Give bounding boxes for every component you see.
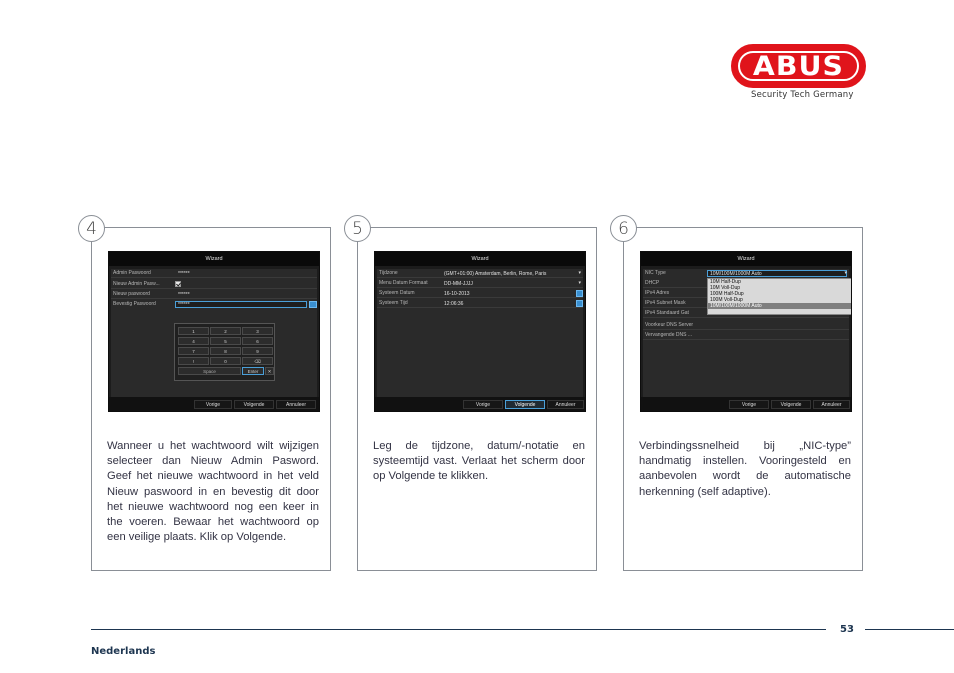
nic-type-select[interactable]: 10M/100M/1000M Auto bbox=[707, 270, 847, 277]
row-label: IPv4 Adres bbox=[645, 290, 670, 296]
dvr-screenshot-network bbox=[640, 251, 852, 412]
dropdown-option-selected[interactable]: 10M/100M/1000M Auto bbox=[708, 303, 851, 309]
dropdown-arrow-icon: ▾ bbox=[578, 280, 581, 286]
dropdown-option[interactable]: 100M Voll-Dup bbox=[710, 297, 743, 303]
row-new-password bbox=[111, 290, 317, 299]
step-description: Leg de tijdzone, datum/-notatie en systeemtijd vast. Verlaat het scherm door op Volgende te klikken. bbox=[373, 440, 585, 483]
key-close-icon[interactable]: ✕ bbox=[265, 367, 274, 375]
row-label: Bevestig Paswoord bbox=[113, 301, 156, 307]
row-admin-password bbox=[111, 269, 317, 278]
key-1[interactable]: 1 bbox=[178, 327, 209, 335]
cancel-button[interactable]: Annuleer bbox=[276, 400, 316, 409]
dropdown-option[interactable]: 10M Half-Dup bbox=[710, 279, 741, 285]
wizard-body bbox=[111, 269, 317, 397]
prev-button[interactable]: Vorige bbox=[729, 400, 769, 409]
key-3[interactable]: 3 bbox=[242, 327, 273, 335]
prev-button[interactable]: Vorige bbox=[463, 400, 503, 409]
step-description: Verbindingssnelheid bij „NIC-type” handmatig instellen. Vooringesteld en aanbevolen wordt de automatische herkenning (self adaptive). bbox=[639, 440, 851, 498]
confirm-password-field[interactable]: ****** bbox=[175, 301, 307, 308]
row-alternate-dns bbox=[643, 331, 849, 340]
wizard-title: Wizard bbox=[375, 252, 585, 266]
date-format-select[interactable]: DD-MM-JJJJ bbox=[444, 281, 473, 287]
dvr-screenshot-password bbox=[108, 251, 320, 412]
row-new-admin-password bbox=[111, 280, 317, 289]
logo-oval bbox=[731, 44, 866, 88]
wizard-footer bbox=[375, 397, 585, 411]
logo-wordmark: ABUS bbox=[752, 50, 845, 82]
logo-tagline: Security Tech Germany bbox=[751, 90, 854, 100]
row-label: IPv4 Subnet Mask bbox=[645, 300, 686, 306]
key-7[interactable]: 7 bbox=[178, 347, 209, 355]
nic-type-dropdown-list bbox=[707, 278, 852, 315]
row-label: NIC Type bbox=[645, 270, 666, 276]
checkbox-checked-icon[interactable] bbox=[175, 281, 181, 287]
wizard-body bbox=[377, 269, 583, 397]
dropdown-arrow-icon: ▾ bbox=[844, 270, 847, 276]
row-label: Voorkeur DNS Server bbox=[645, 322, 694, 328]
key-9[interactable]: 9 bbox=[242, 347, 273, 355]
row-system-time bbox=[377, 299, 583, 308]
step-card-4 bbox=[86, 218, 331, 571]
key-symbol[interactable]: ! bbox=[178, 357, 209, 365]
abus-logo bbox=[731, 44, 866, 102]
row-label: Admin Paswoord bbox=[113, 270, 151, 276]
row-confirm-password bbox=[111, 300, 317, 309]
row-preferred-dns bbox=[643, 321, 849, 330]
clock-icon[interactable] bbox=[576, 300, 583, 307]
next-button[interactable]: Volgende bbox=[505, 400, 545, 409]
dropdown-option[interactable]: 100M Half-Dup bbox=[710, 291, 744, 297]
footer-rule-right bbox=[865, 629, 954, 630]
wizard-title: Wizard bbox=[641, 252, 851, 266]
row-nic-type bbox=[643, 269, 849, 278]
key-enter[interactable]: Enter bbox=[242, 367, 264, 375]
cancel-button[interactable]: Annuleer bbox=[813, 400, 850, 409]
language-label: Nederlands bbox=[91, 646, 156, 657]
wizard-body bbox=[643, 269, 849, 397]
next-button[interactable]: Volgende bbox=[771, 400, 811, 409]
page-number: 53 bbox=[840, 624, 854, 635]
key-8[interactable]: 8 bbox=[210, 347, 241, 355]
wizard-footer bbox=[641, 397, 851, 411]
dvr-screenshot-time bbox=[374, 251, 586, 412]
step-card-5 bbox=[352, 218, 597, 571]
key-4[interactable]: 4 bbox=[178, 337, 209, 345]
dropdown-option[interactable]: 10M Voll-Dup bbox=[710, 285, 741, 291]
row-label: Systeem Datum bbox=[379, 290, 415, 296]
calendar-icon[interactable] bbox=[576, 290, 583, 297]
row-timezone bbox=[377, 269, 583, 278]
keyboard-icon[interactable] bbox=[309, 301, 317, 308]
row-date-format bbox=[377, 279, 583, 288]
next-button[interactable]: Volgende bbox=[234, 400, 274, 409]
step-number: 4 bbox=[78, 215, 105, 242]
cancel-button[interactable]: Annuleer bbox=[547, 400, 584, 409]
new-password-field[interactable]: ****** bbox=[178, 292, 190, 298]
row-label: Nieuw paswoord bbox=[113, 291, 150, 297]
prev-button[interactable]: Vorige bbox=[194, 400, 232, 409]
wizard-footer bbox=[109, 397, 319, 411]
step-number: 5 bbox=[344, 215, 371, 242]
wizard-title: Wizard bbox=[109, 252, 319, 266]
step-number: 6 bbox=[610, 215, 637, 242]
system-date-field[interactable]: 16-10-2013 bbox=[444, 291, 470, 297]
timezone-select[interactable]: (GMT+01:00) Amsterdam, Berlin, Rome, Paris bbox=[444, 271, 547, 277]
system-time-field[interactable]: 12:06:36 bbox=[444, 301, 464, 307]
row-label: Vervangende DNS ... bbox=[645, 332, 692, 338]
row-label: Menu Datum Formaat bbox=[379, 280, 428, 286]
row-label: DHCP bbox=[645, 280, 660, 286]
row-label: IPv4 Standaard Gat bbox=[645, 310, 689, 316]
row-label: Tijdzone bbox=[379, 270, 398, 276]
row-system-date bbox=[377, 289, 583, 298]
key-0[interactable]: 0 bbox=[210, 357, 241, 365]
footer-rule-left bbox=[91, 629, 826, 630]
key-2[interactable]: 2 bbox=[210, 327, 241, 335]
step-card-6 bbox=[618, 218, 863, 571]
key-5[interactable]: 5 bbox=[210, 337, 241, 345]
dropdown-arrow-icon: ▾ bbox=[578, 270, 581, 276]
row-label: Systeem Tijd bbox=[379, 300, 408, 306]
row-label: Nieuw Admin Pasw... bbox=[113, 281, 160, 287]
key-6[interactable]: 6 bbox=[242, 337, 273, 345]
key-backspace[interactable]: ⌫ bbox=[242, 357, 273, 365]
admin-password-field[interactable]: ****** bbox=[178, 271, 190, 277]
key-space[interactable]: Space bbox=[178, 367, 241, 375]
logo-inner-ring bbox=[738, 51, 859, 81]
step-description: Wanneer u het wachtwoord wilt wijzigen selecteer dan Nieuw Admin Pasword. Geef het nieuwe wachtwoord in het veld Nieuw paswoord in en bevestig dit door het nieuwe wachtwoord nog een keer in the voeren. Bewaar het wachtwoord op een veilige plaats. Klik op Volgende. bbox=[107, 440, 319, 544]
onscreen-keypad bbox=[174, 323, 275, 381]
